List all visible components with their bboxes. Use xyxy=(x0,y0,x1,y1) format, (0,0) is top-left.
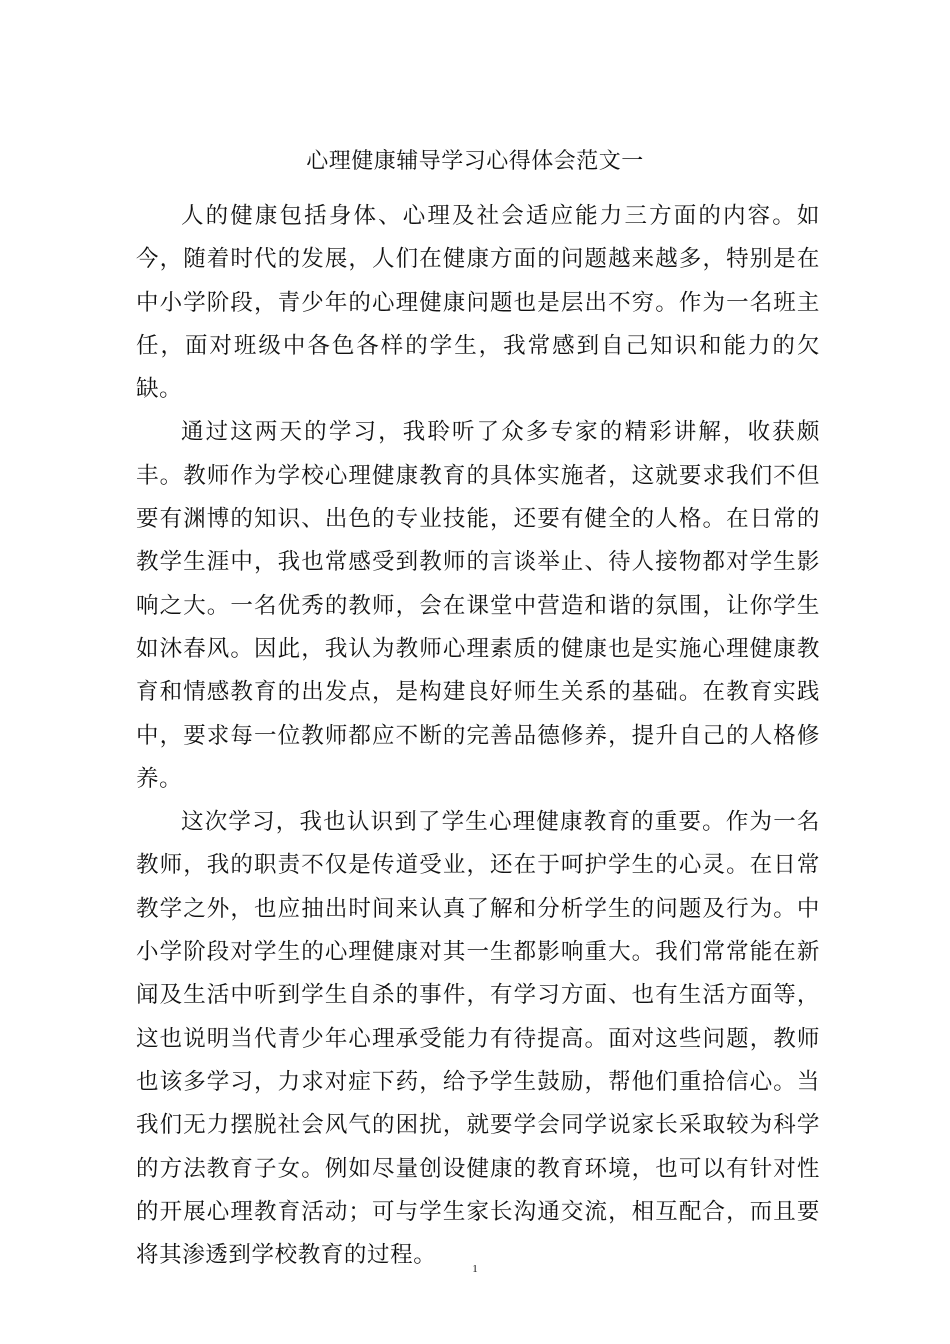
paragraph-1: 人的健康包括身体、心理及社会适应能力三方面的内容。如今，随着时代的发展，人们在健康方面的问题越来越多，特别是在中小学阶段，青少年的心理健康问题也是层出不穷。作为一名班主任，面对班级中各色各样的学生，我常感到自己知识和能力的欠缺。 xyxy=(136,203,820,403)
paragraph-2: 通过这两天的学习，我聆听了众多专家的精彩讲解，收获颇丰。教师作为学校心理健康教育的具体实施者，这就要求我们不但要有渊博的知识、出色的专业技能，还要有健全的人格。在日常的教学生涯中，我也常感受到教师的言谈举止、待人接物都对学生影响之大。一名优秀的教师，会在课堂中营造和谐的氛围，让你学生如沐春风。因此，我认为教师心理素质的健康也是实施心理健康教育和情感教育的出发点，是构建良好师生关系的基础。在教育实践中，要求每一位教师都应不断的完善品德修养，提升自己的人格修养。 xyxy=(136,419,820,792)
page-number: 1 xyxy=(472,1263,478,1275)
document-title: 心理健康辅导学习心得体会范文一 xyxy=(306,149,644,174)
document-body xyxy=(136,195,820,1277)
paragraph-3: 这次学习，我也认识到了学生心理健康教育的重要。作为一名教师，我的职责不仅是传道受业，还在于呵护学生的心灵。在日常教学之外，也应抽出时间来认真了解和分析学生的问题及行为。中小学阶段对学生的心理健康对其一生都影响重大。我们常常能在新闻及生活中听到学生自杀的事件，有学习方面、也有生活方面等，这也说明当代青少年心理承受能力有待提高。面对这些问题，教师也该多学习，力求对症下药，给予学生鼓励，帮他们重拾信心。当我们无力摆脱社会风气的困扰，就要学会同学说家长采取较为科学的方法教育子女。例如尽量创设健康的教育环境，也可以有针对性的开展心理教育活动；可与学生家长沟通交流，相互配合，而且要将其渗透到学校教育的过程。 xyxy=(136,809,820,1269)
